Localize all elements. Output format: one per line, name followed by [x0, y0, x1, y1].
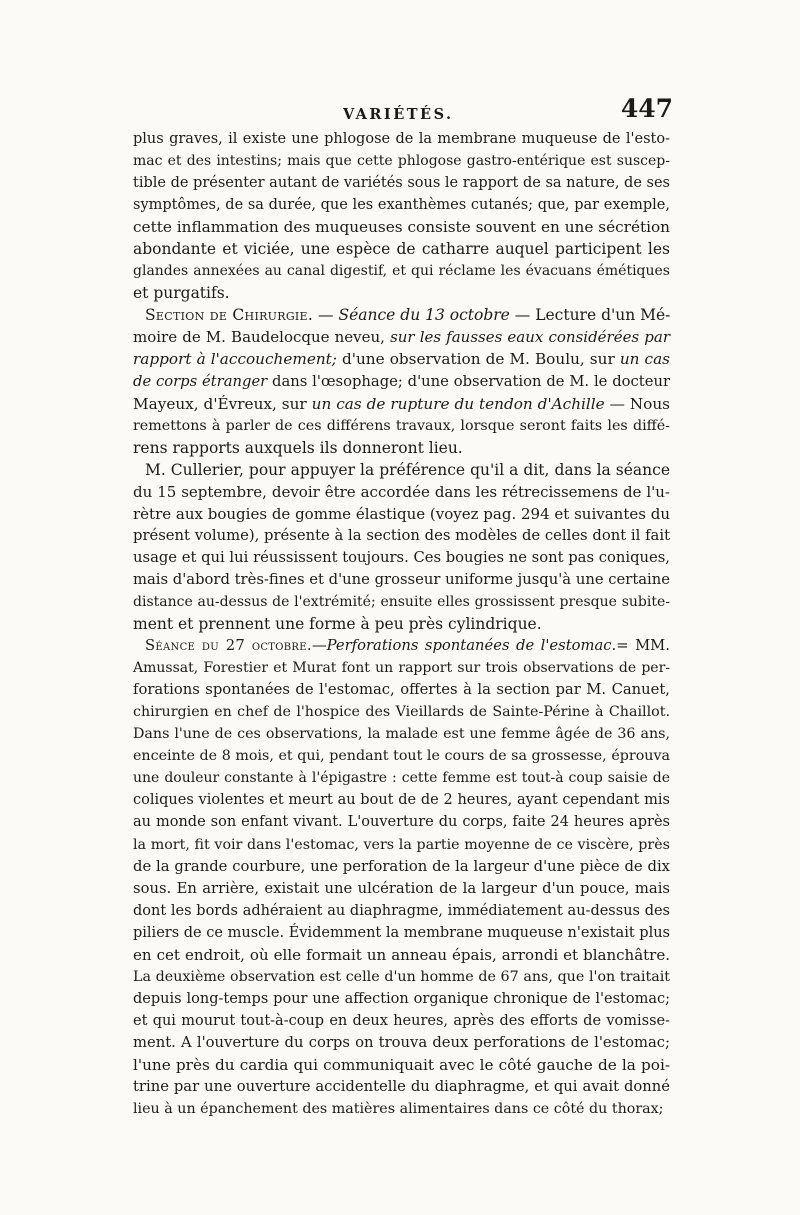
text-run: — Lecture d'un Mé-	[509, 306, 671, 325]
seance-label: Séance du 27 octobre.	[145, 637, 312, 655]
text-line: trine par une ouverture accidentelle du diaphragme, et qui avait donné	[133, 1078, 670, 1096]
section-label: Section de Chirurgie.	[145, 306, 314, 325]
page-number: 447	[620, 94, 673, 123]
text-line: et qui mourut tout-à-coup en deux heures, après des efforts de vomisse-	[133, 1012, 670, 1029]
text-line: M. Cullerier, pour appuyer la préférence qu'il a dit, dans la séance	[145, 460, 670, 479]
text-line: de la grande courbure, une perforation de la largeur d'une pièce de dix	[133, 857, 670, 875]
paragraph-continuation	[133, 128, 670, 304]
running-head: VARIÉTÉS.	[343, 106, 454, 123]
text-line: piliers de ce muscle. Évidemment la membrane muqueuse n'existait plus	[133, 924, 670, 941]
text-line: et purgatifs.	[133, 284, 230, 303]
text-line: forations spontanées de l'estomac, offertes à la section par M. Canuet,	[133, 681, 670, 699]
text-line: ment et prennent une forme à peu près cylindrique.	[133, 615, 542, 634]
text-run: —	[313, 306, 339, 325]
text-run: — Nous	[604, 394, 670, 413]
text-line	[133, 635, 670, 657]
text-line: rens rapports auxquels ils donneront lieu.	[133, 438, 463, 457]
text-line: au monde son enfant vivant. L'ouverture du corps, faite 24 heures après	[133, 814, 670, 831]
text-line: symptômes, de sa durée, que les exanthèmes cutanés; que, par exemple,	[133, 197, 670, 214]
text-run: —	[311, 637, 327, 655]
text-line: lieu à un épanchement des matières alimentaires dans ce côté du thorax;	[133, 1101, 664, 1118]
text-run: d'une observation de M. Boulu, sur	[336, 350, 620, 369]
text-line: Amussat, Forestier et Murat font un rapport sur trois observations de per-	[133, 660, 670, 677]
text-line: mac et des intestins; mais que cette phlogose gastro-entérique est suscep-	[133, 153, 670, 170]
text-line: une douleur constante à l'épigastre : cette femme est tout-à coup saisie de	[133, 770, 670, 787]
text-line: glandes annexées au canal digestif, et qui réclame les évacuans émétiques	[133, 263, 670, 280]
text-line: tible de présenter autant de variétés sous le rapport de sa nature, de ses	[133, 175, 670, 192]
text-line: ment. A l'ouverture du corps on trouva deux perforations de l'estomac;	[133, 1033, 670, 1051]
italic-title: de corps étranger	[133, 372, 268, 390]
paragraph-seance-27-octobre	[133, 635, 670, 1120]
text-line: depuis long-temps pour une affection organique chronique de l'estomac;	[133, 990, 670, 1007]
text-run: dans l'œsophage; d'une observation de M. le docteur	[267, 372, 670, 390]
text-run: Mayeux, d'Évreux, sur	[133, 394, 312, 413]
text-line: coliques violentes et meurt au bout de de 2 heures, ayant cependant mis	[133, 792, 670, 809]
text-line: mais d'abord très-fines et d'une grosseur uniforme jusqu'à une certaine	[133, 570, 670, 588]
text-line: dont les bords adhéraient au diaphragme, immédiatement au-dessus des	[133, 902, 670, 919]
text-line: remettons à parler de ces différens travaux, lorsque seront faits les diffé-	[133, 417, 670, 434]
text-line: cette inflammation des muqueuses consiste souvent en une sécrétion	[133, 218, 670, 237]
text-line: du 15 septembre, devoir être accordée dans les rétrecissemens de l'u-	[133, 482, 670, 501]
text-line: l'une près du cardia qui communiquait avec le côté gauche de la poi-	[133, 1055, 670, 1074]
seance-date: Séance du 13 octobre	[338, 306, 510, 325]
text-line: La deuxième observation est celle d'un homme de 67 ans, que l'on traitait	[133, 968, 670, 985]
text-line: rètre aux bougies de gomme élastique (voyez pag. 294 et suivantes du	[133, 504, 670, 523]
text-line: enceinte de 8 mois, et qui, pendant tout le cours de sa grossesse, éprouva	[133, 748, 670, 765]
italic-title: un cas	[619, 350, 671, 369]
text-line	[133, 348, 670, 370]
text-line: présent volume), présente à la section des modèles de celles dont il fait	[133, 526, 670, 544]
text-line	[133, 393, 670, 415]
page-body	[133, 128, 670, 1120]
page-header	[128, 94, 673, 128]
text-line: Dans l'une de ces observations, la malade est une femme âgée de 36 ans,	[133, 726, 670, 743]
text-line	[133, 304, 670, 326]
text-line: sous. En arrière, existait une ulcération de la largeur d'un pouce, mais	[133, 879, 670, 897]
paragraph-cullerier	[133, 459, 670, 635]
text-line	[133, 371, 670, 393]
italic-title: sur les fausses eaux considérées par	[390, 328, 670, 347]
text-line: chirurgien en chef de l'hospice des Vieillards de Sainte-Périne à Chaillot.	[133, 704, 670, 721]
text-line: plus graves, il existe une phlogose de la membrane muqueuse de l'esto-	[133, 131, 670, 147]
italic-title: Perforations spontanées de l'estomac.	[326, 637, 617, 655]
paragraph-section-chirurgie	[133, 304, 670, 458]
text-line: distance au-dessus de l'extrémité; ensuite elles grossissent presque subite-	[133, 593, 670, 610]
text-run: moire de M. Baudelocque neveu,	[133, 328, 391, 347]
text-line	[133, 326, 670, 348]
text-line: en cet endroit, où elle formait un anneau épais, arrondi et blanchâtre.	[133, 945, 670, 964]
text-line: la mort, fit voir dans l'estomac, vers la partie moyenne de ce viscère, près	[133, 836, 670, 853]
text-run: = MM.	[616, 637, 670, 655]
italic-title: rapport à l'accouchement;	[133, 350, 337, 369]
text-line: usage et qui lui réussissent toujours. Ces bougies ne sont pas coniques,	[133, 548, 670, 566]
text-line: abondante et viciée, une espèce de catharre auquel participent les	[133, 240, 670, 259]
italic-title: un cas de rupture du tendon d'Achille	[311, 394, 605, 413]
